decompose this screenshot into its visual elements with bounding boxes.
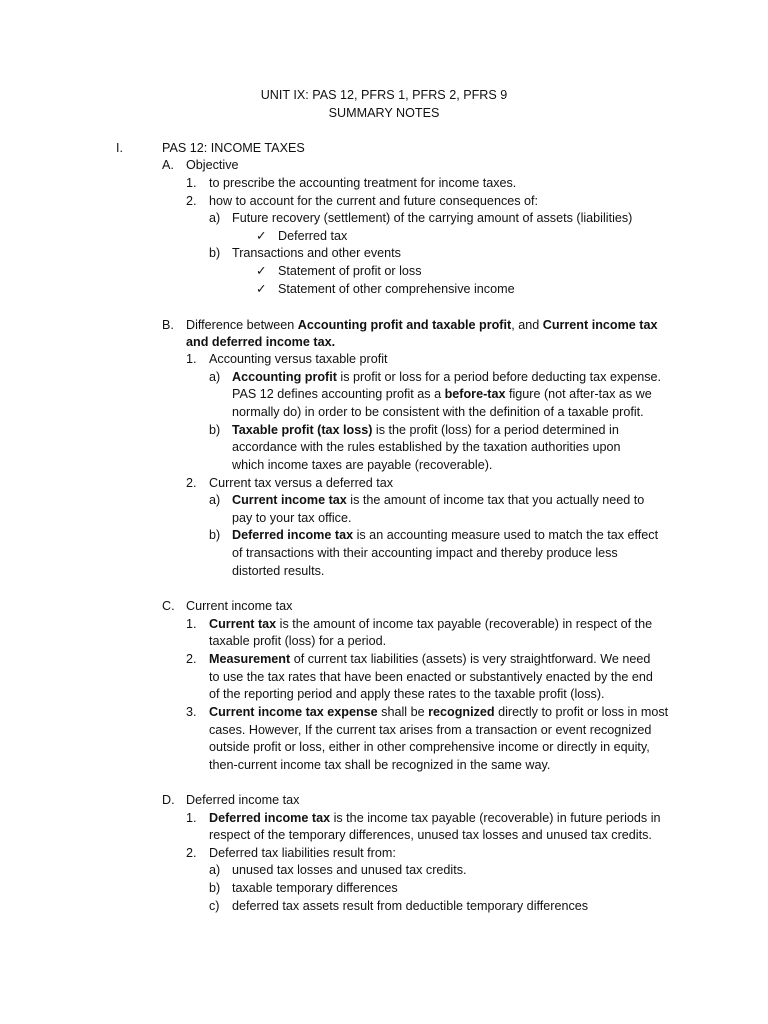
subsection-b-title: Difference between Accounting profit and taxable profit, and Current income tax (186, 318, 658, 332)
list-item: Current tax versus a deferred tax (209, 476, 394, 490)
list-item: deferred tax assets result from deductible temporary differences (232, 899, 589, 913)
subsection-b-title-cont: and deferred income tax. (186, 335, 336, 349)
list-item: how to account for the current and future consequences of: (209, 194, 539, 208)
list-item-cont: accordance with the rules established by the taxation authorities upon (232, 440, 621, 454)
list-item: taxable temporary differences (232, 881, 398, 895)
list-item-cont: of transactions with their accounting impact and thereby produce less (232, 546, 618, 560)
checkmark-icon: ✓ (256, 282, 267, 296)
list-item: Future recovery (settlement) of the carrying amount of assets (liabilities) (232, 211, 633, 225)
subsection-a-label: A. (162, 158, 174, 172)
checkmark-icon: ✓ (256, 264, 267, 278)
list-letter: b) (209, 423, 221, 437)
list-item: Current tax is the amount of income tax payable (recoverable) in respect of the (209, 617, 653, 631)
checklist-item: ✓ Statement of profit or loss (256, 264, 422, 278)
list-letter: a) (209, 370, 221, 384)
list-number: 1. (186, 352, 197, 366)
list-number: 1. (186, 617, 197, 631)
list-letter: b) (209, 881, 221, 895)
list-item: Deferred income tax is the income tax payable (recoverable) in future periods in (209, 811, 661, 825)
list-item: Accounting versus taxable profit (209, 352, 388, 366)
list-number: 1. (186, 176, 197, 190)
list-number: 2. (186, 194, 197, 208)
section-number: I. (116, 141, 123, 155)
subsection-d-title: Deferred income tax (186, 793, 300, 807)
list-item: to prescribe the accounting treatment for income taxes. (209, 176, 517, 190)
document-subtitle: SUMMARY NOTES (328, 106, 440, 120)
subsection-d-label: D. (162, 793, 175, 807)
list-item-cont: PAS 12 defines accounting profit as a before-tax figure (not after-tax as we (232, 387, 652, 401)
checklist-item: ✓ Statement of other comprehensive income (256, 282, 515, 296)
list-item-cont: pay to your tax office. (232, 511, 352, 525)
list-item: Current income tax expense shall be recognized directly to profit or loss in most (209, 705, 669, 719)
list-item-cont: cases. However, If the current tax arises from a transaction or event recognized (209, 723, 652, 737)
list-item-cont: of the reporting period and apply these rates to the taxable profit (loss). (209, 687, 605, 701)
list-letter: c) (209, 899, 220, 913)
list-number: 2. (186, 476, 197, 490)
subsection-a-title: Objective (186, 158, 239, 172)
list-letter: a) (209, 493, 221, 507)
list-item: Deferred income tax is an accounting measure used to match the tax effect (232, 528, 659, 542)
list-item: Accounting profit is profit or loss for a period before deducting tax expense. (232, 370, 662, 384)
subsection-b-label: B. (162, 318, 174, 332)
list-item: Current income tax is the amount of income tax that you actually need to (232, 493, 645, 507)
list-number: 1. (186, 811, 197, 825)
list-item: Deferred tax liabilities result from: (209, 846, 396, 860)
subsection-c-title: Current income tax (186, 599, 293, 613)
list-letter: b) (209, 246, 221, 260)
list-item-cont: taxable profit (loss) for a period. (209, 634, 387, 648)
list-letter: b) (209, 528, 221, 542)
document-title: UNIT IX: PAS 12, PFRS 1, PFRS 2, PFRS 9 (260, 88, 508, 102)
checklist-item: ✓ Deferred tax (256, 229, 348, 243)
list-item: Measurement of current tax liabilities (assets) is very straightforward. We need (209, 652, 651, 666)
list-item: unused tax losses and unused tax credits. (232, 863, 467, 877)
list-number: 2. (186, 846, 197, 860)
list-item-cont: to use the tax rates that have been enacted or substantively enacted by the end (209, 670, 653, 684)
list-letter: a) (209, 211, 221, 225)
section-title: PAS 12: INCOME TAXES (162, 141, 305, 155)
subsection-c-label: C. (162, 599, 175, 613)
list-letter: a) (209, 863, 221, 877)
list-number: 2. (186, 652, 197, 666)
list-item-cont: normally do) in order to be consistent with the definition of a taxable profit. (232, 405, 644, 419)
list-item-cont: outside profit or loss, either in other comprehensive income or directly in equity, (209, 740, 650, 754)
list-number: 3. (186, 705, 197, 719)
list-item-cont: which income taxes are payable (recoverable). (232, 458, 493, 472)
list-item: Taxable profit (tax loss) is the profit (loss) for a period determined in (232, 423, 619, 437)
list-item-cont: distorted results. (232, 564, 325, 578)
list-item-cont: then-current income tax shall be recognized in the same way. (209, 758, 551, 772)
checkmark-icon: ✓ (256, 229, 267, 243)
list-item: Transactions and other events (232, 246, 401, 260)
list-item-cont: respect of the temporary differences, unused tax losses and unused tax credits. (209, 828, 652, 842)
